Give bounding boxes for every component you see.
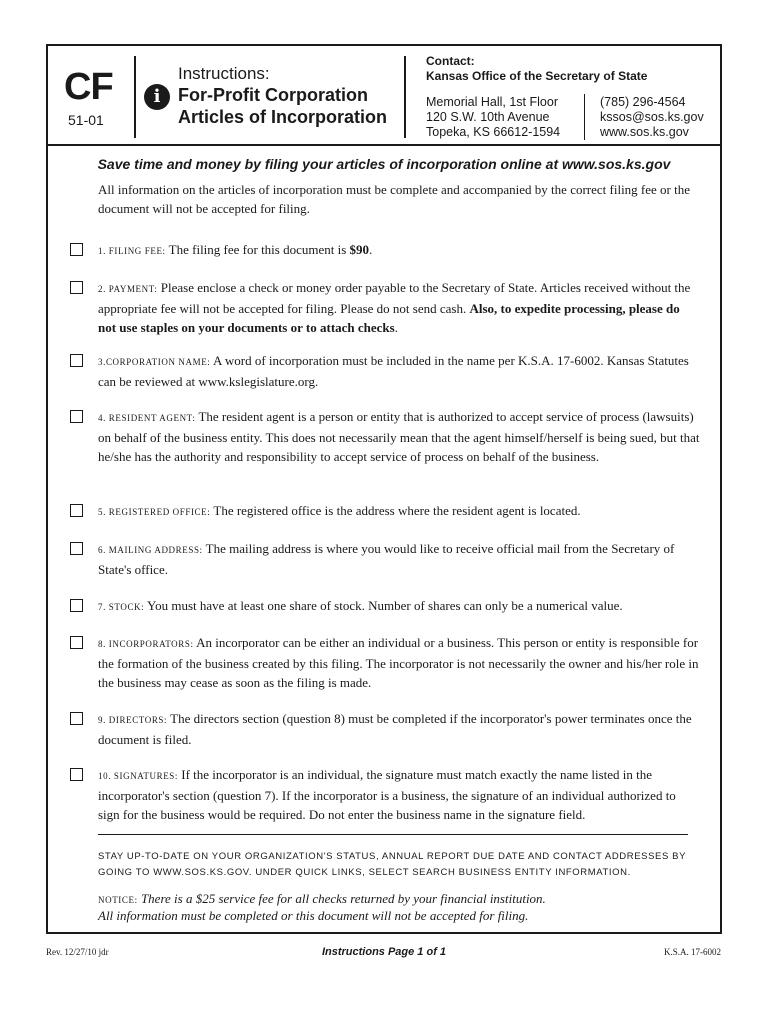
- notice-text: [98, 891, 698, 924]
- form-number: 51-01: [68, 112, 104, 128]
- checkbox[interactable]: [70, 243, 83, 256]
- notice-line2: All information must be completed or this document will not be accepted for filing.: [98, 908, 529, 923]
- instructions-label: Instructions:: [178, 64, 270, 83]
- intro-paragraph: All information on the articles of incorporation must be complete and accompanied by the correct filing fee or the document will not be accepted for filing.: [98, 182, 691, 216]
- checkbox[interactable]: [70, 599, 83, 612]
- item-text: The resident agent is a person or entity that is authorized to accept service of process (lawsuits) on behalf of the business entity. This does not necessarily mean that the agent himself/herself is being sued, but that he/she has the authority and responsibility to accept service of process on behalf of the business.: [98, 409, 700, 464]
- item-text: The directors section (question 8) must be completed if the incorporator's power terminates once the document is filed.: [98, 711, 692, 747]
- item-punct: .: [394, 320, 398, 335]
- checkbox[interactable]: [70, 410, 83, 423]
- checkbox[interactable]: [70, 281, 83, 294]
- checkbox[interactable]: [70, 768, 83, 781]
- item-text: You must have at least one share of stock. Number of shares can only be a numerical value.: [147, 598, 623, 613]
- header-divider: [404, 56, 406, 138]
- stay-updated-note: STAY UP-TO-DATE ON YOUR ORGANIZATION'S STATUS, ANNUAL REPORT DUE DATE AND CONTACT ADDRESSES BY GOING TO WWW.SOS.KS.GOV. UNDER QUICK LINKS, SELECT SEARCH BUSINESS ENTITY INFORMATION.: [98, 851, 686, 878]
- form-header: [46, 44, 722, 146]
- contact-divider: [584, 94, 585, 140]
- statute-reference: K.S.A. 17-6002: [664, 947, 722, 957]
- address-line: Memorial Hall, 1st Floor: [426, 95, 558, 109]
- item-label: 7. STOCK:: [98, 602, 145, 612]
- item-text: The registered office is the address where the resident agent is located.: [213, 503, 581, 518]
- item-label: 3.CORPORATION NAME:: [98, 357, 211, 367]
- item-bold-text: Also, to expedite processing, please do not use staples on your documents or to attach checks: [98, 301, 680, 335]
- email-address[interactable]: kssos@sos.ks.gov: [600, 110, 704, 124]
- form-title-line1: For-Profit Corporation: [178, 85, 368, 105]
- form-title-line2: Articles of Incorporation: [178, 107, 388, 127]
- online-filing-banner: Save time and money by filing your articles of incorporation online at www.sos.ks.gov: [97, 156, 671, 172]
- item-text: If the incorporator is an individual, the signature must match exactly the name listed in the incorporator's section (question 7). If the incorporator is a business, the signature of an individual authorized to sign for the business would be required. Do not enter the business name in the signature field.: [98, 767, 676, 822]
- checkbox[interactable]: [70, 504, 83, 517]
- item-bold-text: $90: [349, 242, 370, 257]
- checkbox[interactable]: [70, 542, 83, 555]
- item-label: 8. INCORPORATORS:: [98, 639, 194, 649]
- instructions-body: [46, 146, 722, 934]
- notice-label: NOTICE:: [98, 895, 138, 905]
- item-label: 4. RESIDENT AGENT:: [98, 413, 196, 423]
- checkbox[interactable]: [70, 712, 83, 725]
- page-indicator: Instructions Page 1 of 1: [321, 946, 447, 958]
- item-punct: .: [369, 242, 373, 257]
- item-label: 9. DIRECTORS:: [98, 715, 168, 725]
- item-label: 5. REGISTERED OFFICE:: [98, 507, 211, 517]
- item-text: An incorporator can be either an individual or a business. This person or entity is responsible for the formation of the business created by this filing. The incorporator is not necessarily the owner and his/her role in the business may cease as soon as the filing is made.: [98, 635, 699, 690]
- info-icon: i: [144, 84, 170, 110]
- item-text: A word of incorporation must be included in the name per K.S.A. 17-6002. Kansas Statutes can be reviewed at www.kslegislature.org.: [98, 353, 689, 389]
- phone-number: (785) 296-4564: [600, 95, 686, 109]
- office-name: Kansas Office of the Secretary of State: [426, 69, 648, 83]
- contact-label: Contact:: [426, 54, 475, 68]
- item-label: 2. PAYMENT:: [98, 284, 158, 294]
- item-label: 10. SIGNATURES:: [98, 771, 179, 781]
- revision-note: Rev. 12/27/10 jdr: [46, 947, 109, 957]
- notice-line1: There is a $25 service fee for all checks returned by your financial institution.: [140, 891, 546, 906]
- checkbox[interactable]: [70, 354, 83, 367]
- item-text: Please enclose a check or money order payable to the Secretary of State. Articles received without the appropriate fee will not be accepted for filing. Please do not send cash.: [98, 280, 691, 316]
- item-text: The mailing address is where you would like to receive official mail from the Secretary of State's office.: [98, 541, 675, 577]
- item-label: 6. MAILING ADDRESS:: [98, 545, 203, 555]
- website-link[interactable]: www.sos.ks.gov: [600, 125, 689, 139]
- address-line: Topeka, KS 66612-1594: [426, 125, 561, 139]
- form-code: CF: [64, 66, 113, 108]
- item-label: 1. FILING FEE:: [98, 246, 166, 256]
- address-line: 120 S.W. 10th Avenue: [426, 110, 550, 124]
- checkbox[interactable]: [70, 636, 83, 649]
- item-text: The filing fee for this document is: [168, 242, 350, 257]
- header-divider: [134, 56, 136, 138]
- section-divider: [98, 834, 688, 835]
